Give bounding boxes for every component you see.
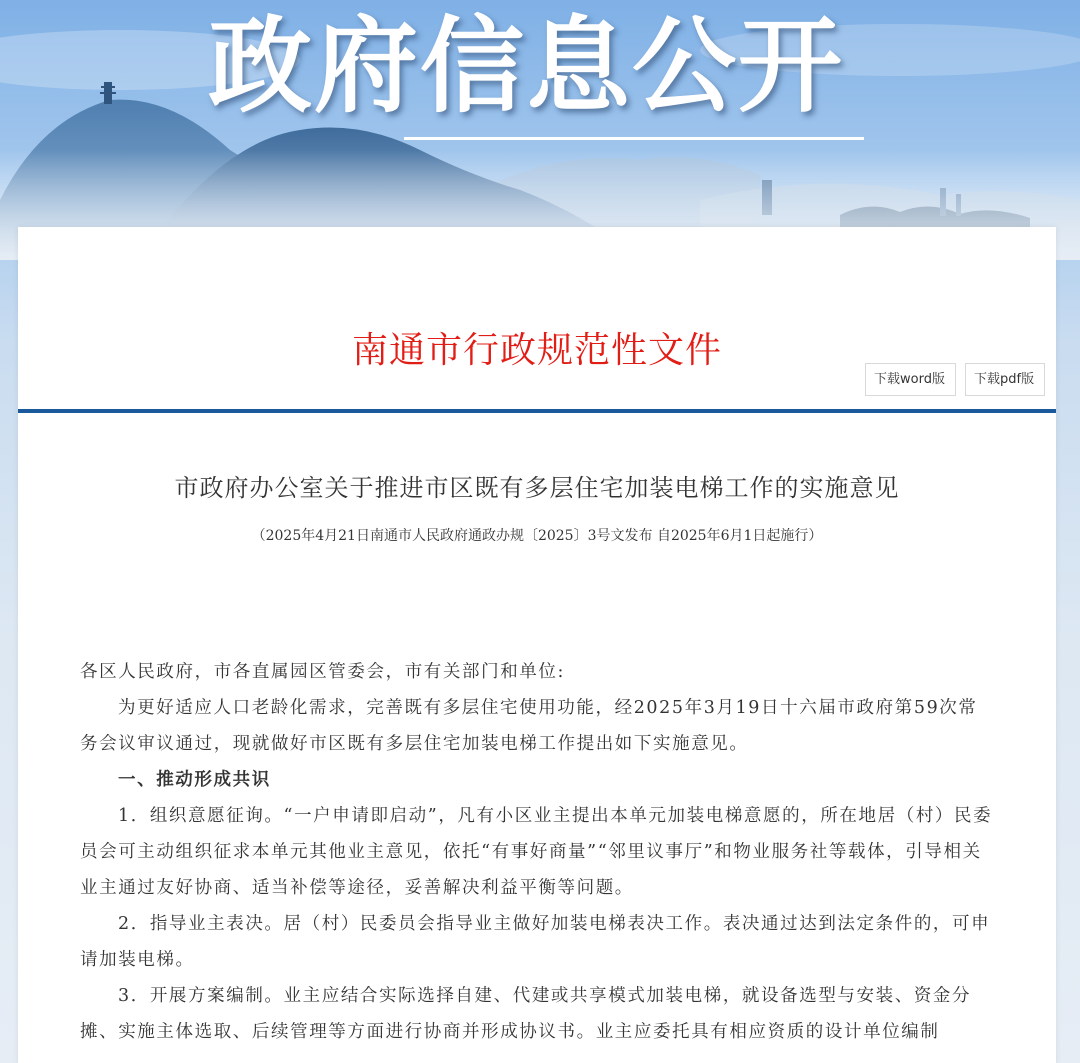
intro-paragraph: 为更好适应人口老龄化需求，完善既有多层住宅使用功能，经2025年3月19日十六届市政府第59次常务会议审议通过，现就做好市区既有多层住宅加装电梯工作提出如下实施意见。 <box>80 698 978 754</box>
banner-underline <box>404 137 864 140</box>
addressee: 各区人民政府，市各直属园区管委会，市有关部门和单位: <box>80 662 565 682</box>
banner-title: 政府信息公开 <box>208 5 845 127</box>
download-pdf-button[interactable]: 下载pdf版 <box>965 363 1045 396</box>
document-type-label: 南通市行政规范性文件 <box>351 330 722 371</box>
document-header <box>18 227 1056 413</box>
item-1: 1．组织意愿征询。“一户申请即启动”，凡有小区业主提出本单元加装电梯意愿的，所在地居（村）民委员会可主动组织征求本单元其他业主意见，依托“有事好商量”“邻里议事厅”和物业服务社等载体，引导相关业主通过友好协商、适当补偿等途径，妥善解决利益平衡等问题。 <box>80 806 993 898</box>
section-heading: 一、推动形成共识 <box>118 770 271 790</box>
item-2: 2．指导业主表决。居（村）民委员会指导业主做好加装电梯表决工作。表决通过达到法定条件的，可申请加装电梯。 <box>80 914 991 970</box>
download-word-button[interactable]: 下载word版 <box>865 363 956 396</box>
item-3: 3．开展方案编制。业主应结合实际选择自建、代建或共享模式加装电梯，就设备选型与安装、资金分摊、实施主体选取、后续管理等方面进行协商并形成协议书。业主应委托具有相应资质的设计单位编制 <box>80 986 972 1042</box>
document-body <box>80 654 994 1050</box>
document-title: 市政府办公室关于推进市区既有多层住宅加装电梯工作的实施意见 <box>174 474 900 502</box>
document-meta: （2025年4月21日南通市人民政府通政办规〔2025〕3号文发布 自2025年6月1日起施行） <box>251 528 823 544</box>
document-card <box>18 227 1056 1063</box>
